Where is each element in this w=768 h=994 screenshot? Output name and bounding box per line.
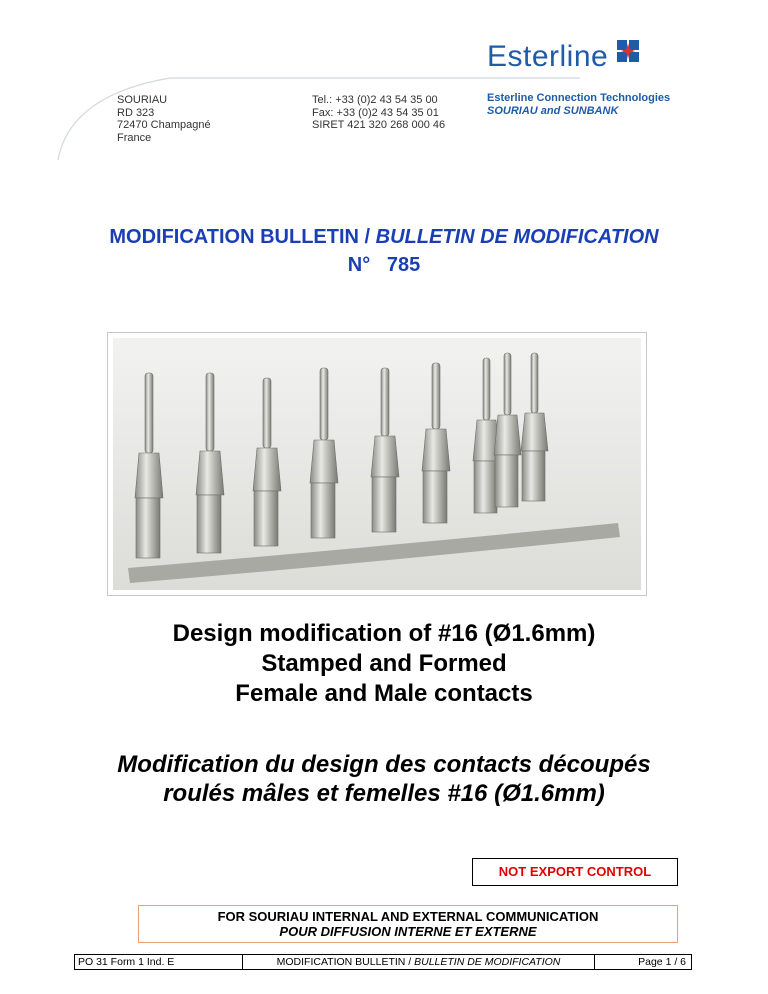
address-line: 72470 Champagné	[117, 119, 211, 131]
communication-en: FOR SOURIAU INTERNAL AND EXTERNAL COMMUNICATION	[217, 909, 599, 924]
subject-fr-line-1: Modification du design des contacts découpés	[117, 751, 651, 778]
bulletin-number	[0, 254, 768, 277]
footer-title	[243, 955, 595, 969]
company-logo	[487, 40, 608, 74]
footer-title-en: MODIFICATION BULLETIN	[276, 956, 406, 968]
address-block	[117, 94, 211, 144]
footer-title-fr: BULLETIN DE MODIFICATION	[414, 956, 561, 968]
bulletin-title-fr: BULLETIN DE MODIFICATION	[375, 226, 659, 248]
contacts-illustration	[108, 333, 646, 595]
page-footer	[74, 954, 692, 970]
title-separator: /	[358, 226, 376, 248]
contact-block	[312, 94, 445, 132]
communication-fr: POUR DIFFUSION INTERNE ET EXTERNE	[279, 924, 537, 939]
division-name: Esterline Connection Technologies	[487, 92, 671, 104]
footer-form-ref: PO 31 Form 1 Ind. E	[75, 955, 243, 969]
number-value: 785	[386, 254, 421, 276]
address-line: SOURIAU	[117, 94, 168, 106]
fax-line: Fax: +33 (0)2 43 54 35 01	[312, 106, 439, 119]
bulletin-title-en: MODIFICATION BULLETIN	[109, 226, 359, 248]
number-label: N°	[347, 254, 371, 276]
brand-names: SOURIAU and SUNBANK	[487, 105, 619, 117]
logo-mark-icon	[617, 40, 639, 62]
address-line: RD 323	[117, 106, 155, 119]
phone-line: Tel.: +33 (0)2 43 54 35 00	[312, 94, 438, 106]
export-status-box: NOT EXPORT CONTROL	[472, 858, 678, 886]
product-photo	[107, 332, 647, 596]
address-line: France	[117, 131, 152, 144]
subject-en-line-1: Design modification of #16 (Ø1.6mm)	[172, 620, 596, 647]
communication-box	[138, 905, 678, 943]
footer-page-number: Page 1 / 6	[638, 956, 686, 968]
bulletin-title	[0, 226, 768, 249]
logo-wordmark: Esterline	[487, 40, 609, 73]
subject-fr-line-2: roulés mâles et femelles #16 (Ø1.6mm)	[163, 780, 605, 807]
subject-en-line-2: Stamped and Formed	[261, 650, 507, 677]
footer-title-separator: /	[405, 956, 415, 968]
siret-line: SIRET 421 320 268 000 46	[312, 119, 446, 131]
subject-en-line-3: Female and Male contacts	[235, 680, 533, 707]
header-arc	[0, 0, 768, 160]
